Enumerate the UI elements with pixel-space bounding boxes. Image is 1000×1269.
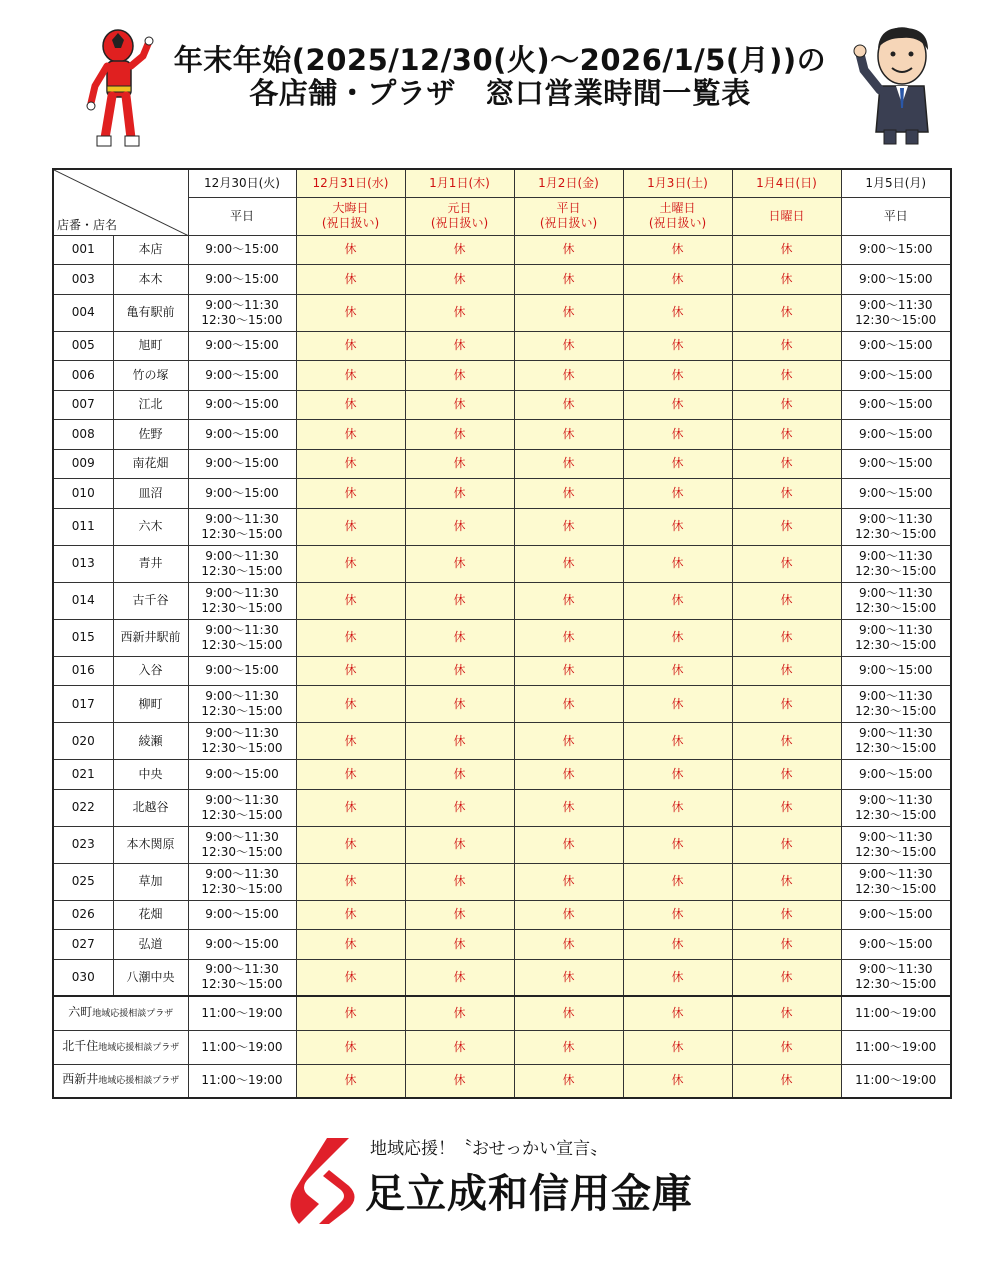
branch-number: 017 — [53, 686, 113, 723]
open-hours: 9:00～11:30 12:30～15:00 — [841, 826, 951, 863]
closed-cell: 休 — [405, 996, 514, 1030]
date-header: 1月2日(金) — [514, 169, 623, 197]
businessman-mascot-icon — [850, 24, 950, 149]
branch-name: 西新井駅前 — [113, 619, 188, 656]
business-hours-table — [52, 168, 952, 1099]
plaza-row — [53, 1064, 951, 1098]
closed-cell: 休 — [405, 235, 514, 265]
open-hours: 9:00～15:00 — [841, 656, 951, 686]
closed-cell: 休 — [623, 390, 732, 420]
branch-name: 綾瀬 — [113, 723, 188, 760]
table-row — [53, 420, 951, 450]
branch-number: 011 — [53, 508, 113, 545]
branch-name: 中央 — [113, 760, 188, 790]
daytype-header: 大晦日 (祝日扱い) — [296, 197, 405, 235]
closed-cell: 休 — [732, 265, 841, 295]
closed-cell: 休 — [514, 420, 623, 450]
closed-cell: 休 — [296, 760, 405, 790]
branch-name: 八潮中央 — [113, 959, 188, 996]
closed-cell: 休 — [623, 760, 732, 790]
closed-cell: 休 — [296, 863, 405, 900]
open-hours: 9:00～11:30 12:30～15:00 — [188, 545, 296, 582]
closed-cell: 休 — [405, 900, 514, 930]
closed-cell: 休 — [514, 265, 623, 295]
closed-cell: 休 — [514, 996, 623, 1030]
closed-cell: 休 — [296, 235, 405, 265]
open-hours: 9:00～15:00 — [841, 930, 951, 960]
closed-cell: 休 — [623, 545, 732, 582]
branch-name: 入谷 — [113, 656, 188, 686]
closed-cell: 休 — [296, 582, 405, 619]
table-body — [53, 235, 951, 1098]
closed-cell: 休 — [296, 361, 405, 391]
closed-cell: 休 — [296, 265, 405, 295]
closed-cell: 休 — [623, 479, 732, 509]
closed-cell: 休 — [623, 723, 732, 760]
open-hours: 9:00～11:30 12:30～15:00 — [188, 959, 296, 996]
branch-number: 001 — [53, 235, 113, 265]
branch-name: 花畑 — [113, 900, 188, 930]
closed-cell: 休 — [623, 294, 732, 331]
table-row — [53, 619, 951, 656]
branch-number: 023 — [53, 826, 113, 863]
date-header: 1月3日(土) — [623, 169, 732, 197]
closed-cell: 休 — [514, 619, 623, 656]
closed-cell: 休 — [732, 508, 841, 545]
closed-cell: 休 — [623, 789, 732, 826]
closed-cell: 休 — [514, 900, 623, 930]
daytype-header: 平日 — [841, 197, 951, 235]
bank-logo-icon — [289, 1136, 359, 1226]
closed-cell: 休 — [623, 420, 732, 450]
closed-cell: 休 — [623, 900, 732, 930]
daytype-header: 平日 — [188, 197, 296, 235]
plaza-name: 北千住地域応援相談プラザ — [53, 1030, 188, 1064]
plaza-hours: 11:00～19:00 — [188, 1030, 296, 1064]
closed-cell: 休 — [514, 686, 623, 723]
date-header: 12月31日(水) — [296, 169, 405, 197]
closed-cell: 休 — [296, 479, 405, 509]
closed-cell: 休 — [296, 449, 405, 479]
closed-cell: 休 — [405, 545, 514, 582]
open-hours: 9:00～15:00 — [841, 900, 951, 930]
branch-number: 025 — [53, 863, 113, 900]
open-hours: 9:00～15:00 — [841, 235, 951, 265]
open-hours: 9:00～15:00 — [841, 760, 951, 790]
daytype-header: 元日 (祝日扱い) — [405, 197, 514, 235]
closed-cell: 休 — [732, 235, 841, 265]
closed-cell: 休 — [405, 656, 514, 686]
table-row — [53, 863, 951, 900]
closed-cell: 休 — [514, 390, 623, 420]
branch-name: 亀有駅前 — [113, 294, 188, 331]
closed-cell: 休 — [514, 479, 623, 509]
table-row — [53, 294, 951, 331]
closed-cell: 休 — [732, 361, 841, 391]
branch-number: 026 — [53, 900, 113, 930]
closed-cell: 休 — [405, 449, 514, 479]
closed-cell: 休 — [623, 331, 732, 361]
open-hours: 9:00～15:00 — [188, 331, 296, 361]
title-line-2: 各店舗・プラザ 窓口営業時間一覧表 — [249, 76, 751, 110]
closed-cell: 休 — [623, 265, 732, 295]
branch-number: 008 — [53, 420, 113, 450]
branch-name: 六木 — [113, 508, 188, 545]
closed-cell: 休 — [405, 723, 514, 760]
open-hours: 9:00～11:30 12:30～15:00 — [188, 863, 296, 900]
open-hours: 9:00～15:00 — [188, 930, 296, 960]
closed-cell: 休 — [732, 1030, 841, 1064]
branch-name: 旭町 — [113, 331, 188, 361]
branch-number: 016 — [53, 656, 113, 686]
table-row — [53, 959, 951, 996]
page-title — [150, 44, 850, 110]
closed-cell: 休 — [514, 294, 623, 331]
closed-cell: 休 — [732, 959, 841, 996]
table-row — [53, 686, 951, 723]
branch-name: 南花畑 — [113, 449, 188, 479]
open-hours: 9:00～11:30 12:30～15:00 — [841, 508, 951, 545]
branch-name: 青井 — [113, 545, 188, 582]
table-row — [53, 826, 951, 863]
branch-number: 014 — [53, 582, 113, 619]
branch-number: 020 — [53, 723, 113, 760]
open-hours: 9:00～15:00 — [841, 265, 951, 295]
closed-cell: 休 — [405, 686, 514, 723]
closed-cell: 休 — [405, 1030, 514, 1064]
branch-name: 草加 — [113, 863, 188, 900]
closed-cell: 休 — [623, 863, 732, 900]
open-hours: 9:00～11:30 12:30～15:00 — [841, 723, 951, 760]
closed-cell: 休 — [514, 930, 623, 960]
closed-cell: 休 — [623, 619, 732, 656]
closed-cell: 休 — [296, 1030, 405, 1064]
branch-number: 030 — [53, 959, 113, 996]
open-hours: 9:00～15:00 — [841, 479, 951, 509]
closed-cell: 休 — [732, 789, 841, 826]
table-row — [53, 449, 951, 479]
closed-cell: 休 — [623, 826, 732, 863]
title-line-1: 年末年始(2025/12/30(火)～2026/1/5(月))の — [173, 43, 827, 77]
closed-cell: 休 — [623, 1030, 732, 1064]
table-row — [53, 582, 951, 619]
closed-cell: 休 — [296, 420, 405, 450]
date-header: 12月30日(火) — [188, 169, 296, 197]
footer — [285, 1130, 725, 1230]
open-hours: 9:00～11:30 12:30～15:00 — [188, 619, 296, 656]
table-row — [53, 235, 951, 265]
closed-cell: 休 — [623, 996, 732, 1030]
branch-name: 柳町 — [113, 686, 188, 723]
closed-cell: 休 — [405, 390, 514, 420]
plaza-row — [53, 1030, 951, 1064]
closed-cell: 休 — [514, 723, 623, 760]
branch-name: 本店 — [113, 235, 188, 265]
open-hours: 9:00～15:00 — [841, 420, 951, 450]
branch-name: 本木関原 — [113, 826, 188, 863]
plaza-name: 六町地域応援相談プラザ — [53, 996, 188, 1030]
closed-cell: 休 — [514, 760, 623, 790]
open-hours: 9:00～11:30 12:30～15:00 — [188, 826, 296, 863]
closed-cell: 休 — [514, 361, 623, 391]
open-hours: 9:00～15:00 — [188, 265, 296, 295]
branch-name: 弘道 — [113, 930, 188, 960]
header — [0, 22, 1000, 152]
open-hours: 9:00～15:00 — [841, 449, 951, 479]
closed-cell: 休 — [514, 1030, 623, 1064]
closed-cell: 休 — [732, 1064, 841, 1098]
open-hours: 9:00～11:30 12:30～15:00 — [841, 686, 951, 723]
closed-cell: 休 — [514, 1064, 623, 1098]
closed-cell: 休 — [296, 826, 405, 863]
table-row — [53, 479, 951, 509]
closed-cell: 休 — [296, 959, 405, 996]
closed-cell: 休 — [514, 656, 623, 686]
closed-cell: 休 — [405, 582, 514, 619]
table-row — [53, 265, 951, 295]
closed-cell: 休 — [514, 508, 623, 545]
closed-cell: 休 — [732, 900, 841, 930]
date-header: 1月5日(月) — [841, 169, 951, 197]
daytype-header: 日曜日 — [732, 197, 841, 235]
branch-number: 010 — [53, 479, 113, 509]
plaza-hours: 11:00～19:00 — [188, 1064, 296, 1098]
table-row — [53, 390, 951, 420]
open-hours: 9:00～11:30 12:30～15:00 — [841, 789, 951, 826]
open-hours: 9:00～15:00 — [188, 900, 296, 930]
open-hours: 9:00～11:30 12:30～15:00 — [841, 619, 951, 656]
closed-cell: 休 — [405, 863, 514, 900]
open-hours: 9:00～15:00 — [841, 361, 951, 391]
closed-cell: 休 — [405, 361, 514, 391]
table-row — [53, 361, 951, 391]
closed-cell: 休 — [623, 449, 732, 479]
table-row — [53, 930, 951, 960]
closed-cell: 休 — [732, 545, 841, 582]
closed-cell: 休 — [732, 479, 841, 509]
closed-cell: 休 — [732, 863, 841, 900]
closed-cell: 休 — [296, 390, 405, 420]
closed-cell: 休 — [732, 449, 841, 479]
open-hours: 9:00～15:00 — [188, 361, 296, 391]
branch-name: 皿沼 — [113, 479, 188, 509]
closed-cell: 休 — [732, 656, 841, 686]
closed-cell: 休 — [623, 1064, 732, 1098]
closed-cell: 休 — [405, 508, 514, 545]
closed-cell: 休 — [405, 789, 514, 826]
open-hours: 9:00～11:30 12:30～15:00 — [188, 582, 296, 619]
daytype-header: 土曜日 (祝日扱い) — [623, 197, 732, 235]
closed-cell: 休 — [296, 996, 405, 1030]
closed-cell: 休 — [623, 361, 732, 391]
closed-cell: 休 — [732, 760, 841, 790]
table-row — [53, 508, 951, 545]
branch-number: 021 — [53, 760, 113, 790]
closed-cell: 休 — [296, 331, 405, 361]
table-row — [53, 656, 951, 686]
closed-cell: 休 — [623, 582, 732, 619]
closed-cell: 休 — [514, 545, 623, 582]
closed-cell: 休 — [623, 686, 732, 723]
closed-cell: 休 — [732, 930, 841, 960]
closed-cell: 休 — [405, 930, 514, 960]
open-hours: 9:00～11:30 12:30～15:00 — [841, 582, 951, 619]
branch-name: 北越谷 — [113, 789, 188, 826]
closed-cell: 休 — [514, 331, 623, 361]
slogan: 地域応援！〝おせっかい宣言〟 — [370, 1139, 608, 1159]
open-hours: 9:00～11:30 12:30～15:00 — [841, 863, 951, 900]
closed-cell: 休 — [405, 760, 514, 790]
closed-cell: 休 — [514, 863, 623, 900]
branch-name: 佐野 — [113, 420, 188, 450]
closed-cell: 休 — [296, 1064, 405, 1098]
closed-cell: 休 — [623, 959, 732, 996]
red-hero-mascot-icon — [85, 28, 155, 153]
closed-cell: 休 — [732, 582, 841, 619]
closed-cell: 休 — [732, 686, 841, 723]
closed-cell: 休 — [732, 390, 841, 420]
branch-number: 009 — [53, 449, 113, 479]
table-row — [53, 331, 951, 361]
date-header: 1月4日(日) — [732, 169, 841, 197]
closed-cell: 休 — [623, 235, 732, 265]
open-hours: 9:00～11:30 12:30～15:00 — [841, 959, 951, 996]
closed-cell: 休 — [514, 826, 623, 863]
open-hours: 9:00～15:00 — [188, 656, 296, 686]
closed-cell: 休 — [296, 930, 405, 960]
closed-cell: 休 — [514, 959, 623, 996]
closed-cell: 休 — [296, 900, 405, 930]
open-hours: 9:00～15:00 — [188, 479, 296, 509]
closed-cell: 休 — [623, 656, 732, 686]
closed-cell: 休 — [296, 723, 405, 760]
table-row — [53, 789, 951, 826]
open-hours: 9:00～11:30 12:30～15:00 — [188, 723, 296, 760]
branch-number: 027 — [53, 930, 113, 960]
date-header: 1月1日(木) — [405, 169, 514, 197]
branch-name: 江北 — [113, 390, 188, 420]
open-hours: 9:00～15:00 — [188, 449, 296, 479]
branch-name: 竹の塚 — [113, 361, 188, 391]
branch-number: 004 — [53, 294, 113, 331]
corner-cell — [53, 169, 188, 235]
open-hours: 9:00～15:00 — [188, 760, 296, 790]
branch-number: 003 — [53, 265, 113, 295]
closed-cell: 休 — [405, 294, 514, 331]
closed-cell: 休 — [405, 331, 514, 361]
closed-cell: 休 — [732, 723, 841, 760]
open-hours: 9:00～11:30 12:30～15:00 — [188, 294, 296, 331]
branch-number: 022 — [53, 789, 113, 826]
closed-cell: 休 — [623, 930, 732, 960]
closed-cell: 休 — [405, 619, 514, 656]
closed-cell: 休 — [405, 826, 514, 863]
open-hours: 9:00～11:30 12:30～15:00 — [188, 686, 296, 723]
closed-cell: 休 — [405, 420, 514, 450]
date-header-row — [53, 169, 951, 197]
branch-number: 006 — [53, 361, 113, 391]
closed-cell: 休 — [296, 656, 405, 686]
open-hours: 9:00～11:30 12:30～15:00 — [188, 789, 296, 826]
closed-cell: 休 — [405, 959, 514, 996]
closed-cell: 休 — [296, 789, 405, 826]
closed-cell: 休 — [514, 449, 623, 479]
plaza-name: 西新井地域応援相談プラザ — [53, 1064, 188, 1098]
closed-cell: 休 — [296, 294, 405, 331]
branch-number: 013 — [53, 545, 113, 582]
plaza-hours: 11:00～19:00 — [841, 1064, 951, 1098]
closed-cell: 休 — [514, 235, 623, 265]
open-hours: 9:00～15:00 — [188, 420, 296, 450]
plaza-hours: 11:00～19:00 — [188, 996, 296, 1030]
closed-cell: 休 — [732, 619, 841, 656]
open-hours: 9:00～15:00 — [841, 331, 951, 361]
closed-cell: 休 — [732, 331, 841, 361]
table-row — [53, 900, 951, 930]
closed-cell: 休 — [405, 265, 514, 295]
plaza-hours: 11:00～19:00 — [841, 1030, 951, 1064]
closed-cell: 休 — [296, 508, 405, 545]
branch-number: 007 — [53, 390, 113, 420]
closed-cell: 休 — [296, 619, 405, 656]
closed-cell: 休 — [732, 420, 841, 450]
open-hours: 9:00～15:00 — [188, 235, 296, 265]
table-row — [53, 760, 951, 790]
bank-name: 足立成和信用金庫 — [365, 1171, 693, 1217]
closed-cell: 休 — [623, 508, 732, 545]
branch-name: 古千谷 — [113, 582, 188, 619]
table-row — [53, 545, 951, 582]
open-hours: 9:00～15:00 — [841, 390, 951, 420]
closed-cell: 休 — [296, 545, 405, 582]
closed-cell: 休 — [296, 686, 405, 723]
branch-number: 005 — [53, 331, 113, 361]
closed-cell: 休 — [732, 826, 841, 863]
open-hours: 9:00～15:00 — [188, 390, 296, 420]
closed-cell: 休 — [732, 294, 841, 331]
closed-cell: 休 — [732, 996, 841, 1030]
open-hours: 9:00～11:30 12:30～15:00 — [841, 545, 951, 582]
closed-cell: 休 — [514, 789, 623, 826]
table-row — [53, 723, 951, 760]
open-hours: 9:00～11:30 12:30～15:00 — [188, 508, 296, 545]
open-hours: 9:00～11:30 12:30～15:00 — [841, 294, 951, 331]
plaza-row — [53, 996, 951, 1030]
plaza-hours: 11:00～19:00 — [841, 996, 951, 1030]
branch-name: 本木 — [113, 265, 188, 295]
closed-cell: 休 — [514, 582, 623, 619]
daytype-header: 平日 (祝日扱い) — [514, 197, 623, 235]
branch-number: 015 — [53, 619, 113, 656]
corner-label: 店番・店名 — [57, 217, 118, 232]
closed-cell: 休 — [405, 479, 514, 509]
closed-cell: 休 — [405, 1064, 514, 1098]
